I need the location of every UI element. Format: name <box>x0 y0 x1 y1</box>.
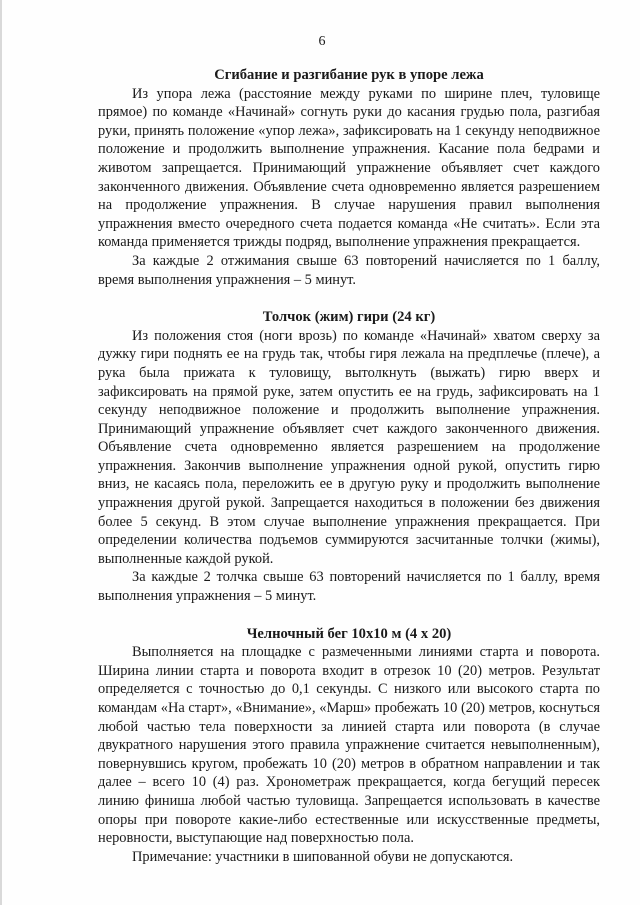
paragraph: Из упора лежа (расстояние между руками по ширине плеч, туловище прямое) по команде «Начинай» согнуть руки до касания грудью пола, разгибая руки, принять положение «упор лежа», зафиксировать на 1 секунду неподвижное положение и продолжить выполнение упражнения. Касание пола бедрами и животом запрещается. Принимающий упражнение объявляет счет каждого законченного движения. Объявление счета одновременно является разрешением на продолжение упражнения. В случае нарушения правил выполнения упражнения вместо очередного счета подается команда «Не считать». Если эта команда применяется трижды подряд, выполнение упражнения прекращается. <box>98 85 600 251</box>
section-shuttle-run <box>98 625 600 867</box>
paragraph: Из положения стоя (ноги врозь) по команде «Начинай» хватом сверху за дужку гири поднять ее на грудь так, чтобы гиря лежала на предплечье (плече), а рука была прижата к туловищу, вытолкнуть (выжать) гирю вверх и зафиксировать на прямой руке, затем опустить ее на грудь, зафиксировать на 1 секунду неподвижное положение и продолжить выполнение упражнения. Принимающий упражнение объявляет счет каждого законченного движения. Объявление счета одновременно является разрешением на продолжение упражнения. Закончив выполнение упражнения одной рукой, опустить гирю вниз, не касаясь пола, переложить ее в другую руку и продолжить выполнение упражнения другой рукой. Запрещается находиться в положении без движения более 5 секунд. В этом случае выполнение упражнения прекращается. При определении количества подъемов суммируются засчитанные толчки (жимы), выполненные каждой рукой. <box>98 327 600 567</box>
paragraph: За каждые 2 отжимания свыше 63 повторений начисляется по 1 баллу, время выполнения упражнения – 5 минут. <box>98 252 600 288</box>
section-push-ups <box>98 66 600 289</box>
page-number: 6 <box>318 34 326 49</box>
section-kettlebell <box>98 308 600 606</box>
section-spacer <box>98 606 600 625</box>
section-spacer <box>98 289 600 308</box>
section-heading: Сгибание и разгибание рук в упоре лежа <box>214 67 484 83</box>
section-heading: Толчок (жим) гири (24 кг) <box>262 309 436 326</box>
document-body <box>98 62 600 866</box>
paragraph: Выполняется на площадке с размеченными линиями старта и поворота. Ширина линии старта и поворота входит в отрезок 10 (20) метров. Результат определяется с точностью до 0,1 секунды. С низкого или высокого старта по командам «На старт», «Внимание», «Марш» пробежать 10 (20) метров, коснуться любой частью тела поверхности за линией старта или поворота (в случае двукратного нарушения этого правила упражнение считается невыполненным), повернувшись кругом, пробежать 10 (20) метров в обратном направлении и так далее – всего 10 (4) раз. Хронометраж прекращается, когда бегущий пересек линию финиша любой частью туловища. Запрещается использовать в качестве опоры при повороте какие-либо естественные или искусственные предметы, неровности, выступающие над поверхностью пола. <box>98 644 600 847</box>
section-heading: Челночный бег 10х10 м (4 х 20) <box>246 625 452 642</box>
paragraph: За каждые 2 толчка свыше 63 повторений начисляется по 1 баллу, время выполнения упражнения – 5 минут. <box>98 569 600 605</box>
paragraph: Примечание: участники в шипованной обуви не допускаются. <box>132 848 514 865</box>
